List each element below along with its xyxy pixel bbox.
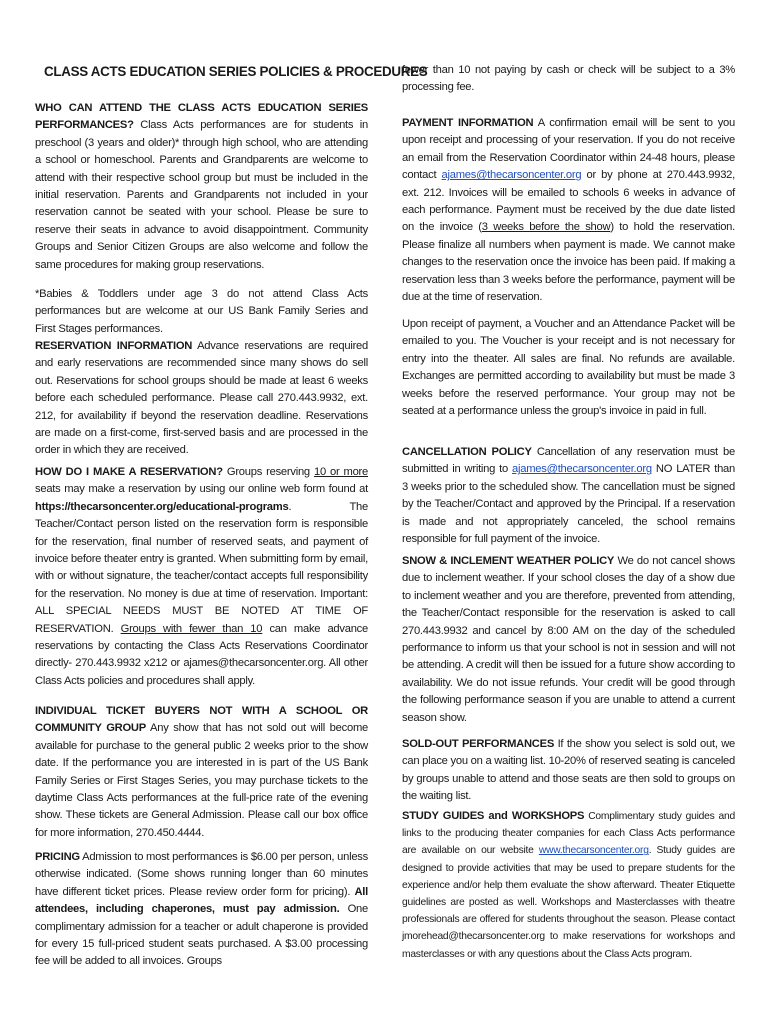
cancellation-email-link[interactable]: ajames@thecarsoncenter.org (512, 463, 652, 476)
who-can-attend-text: Class Acts performances are for students in preschool (3 years and older)* through high school, who are attending a school or homeschool. Parents and Grandparents are welcome to attend with their respective school group but must be included in the initial reservation. Parents and Grandparents not included in your reservation cannot be seated with your school. Please be sure to reserve their seats in advance to avoid disappointment. Community Groups and Senior Citizen Groups are also welcome and follow the same procedures for making group reservations. (35, 119, 368, 271)
individual-buyers-text: Any show that has not sold out will become available for purchase to the general public 2 weeks prior to the show date. If the performance you are interested in is part of the US Bank Family Series or First Stages Series, you may purchase tickets to the daytime Class Acts performances at the full-price rate of the evening show. These tickets are General Admission. Please call our box office for more information, 270.450.4444. (35, 722, 368, 839)
cancellation-policy-section (402, 444, 735, 548)
payment-information-section (402, 115, 735, 306)
reservation-information-section (35, 338, 368, 460)
page-title: CLASS ACTS EDUCATION SERIES POLICIES & PROCEDURES (44, 64, 428, 79)
payment-information-text: or by phone at 270.443.9932, ext. 212. Invoices will be emailed to schools 6 weeks in advance of each performance. Payment must be received by the due date listed on the invoice ( (402, 169, 735, 234)
carson-center-website-link[interactable]: www.thecarsoncenter.org (538, 845, 649, 857)
who-can-attend-heading: WHO CAN ATTEND THE CLASS ACTS EDUCATION SERIES PERFORMANCES? (35, 102, 368, 132)
ten-or-more-text: 10 or more (313, 466, 368, 478)
how-to-reserve-text: . The Teacher/Contact person listed on the reservation form is responsible for the reservation, final number of reserved seats, and payment of invoice before theater entry is granted. When submitting form by email, with or without signature, the teacher/contact accepts full responsibility for the reservation. No money is due at time of reservation. Important: ALL SPECIAL NEEDS MUST BE NOTED AT TIME OF RESERVATION. (35, 500, 368, 635)
snow-weather-text: We do not cancel shows due to inclement weather. If your school closes the day of a show due to inclement weather and you are therefore, prevented from attending, the Teacher/Contact responsible for the reservation is asked to call 270.443.9932 and cancel by 8:00 AM on the day of the scheduled performance to inform us that your school is not in session and will not be attending. A credit will then be issued for a future show according to availability. We do not issue refunds. Your credit will be good through the following performance season if you are unable to attend a current season show. (402, 555, 735, 724)
pricing-heading: PRICING (35, 851, 80, 863)
sold-out-heading: SOLD-OUT PERFORMANCES (402, 738, 555, 750)
study-guides-text: Complimentary study guides and links to the producing theater companies for each Class Acts performance are available on our website (402, 811, 735, 857)
pricing-text: One complimentary admission for a teacher or adult chaperone is provided for every 15 full-priced student seats purchased. A $3.00 processing fee will be added to all invoices. Groups (35, 903, 368, 968)
pricing-text: Admission to most performances is $6.00 per person, unless otherwise indicated. (Some shows running longer than 60 minutes have different ticket prices. Please review order form for pricing). (35, 851, 368, 898)
snow-weather-section (402, 553, 735, 727)
who-can-attend-section (35, 100, 368, 274)
reservation-information-heading: RESERVATION INFORMATION (35, 340, 193, 352)
cancellation-policy-text: NO LATER than 3 weeks prior to the scheduled show. The cancellation must be signed by the Teacher/Contact and approved by the Principal. If a reservation is made and not appropriately canceled, the school remains responsible for full payment of the invoice. (402, 463, 735, 546)
how-to-reserve-heading: HOW DO I MAKE A RESERVATION? (35, 466, 223, 478)
reservation-email-link[interactable]: ajames@thecarsoncenter.org (441, 169, 582, 182)
study-guides-text: . Study guides are designed to provide activities that may be used to prepare students for the experience and/or help them evaluate the show afterward. Theater Etiquette guidelines are posted as well. Workshops and Masterclasses with theatre professionals are offered for students throughout the season. Please contact jmorehead@thecarsoncenter.org to make reservations for workshops and masterclasses or with any questions about the Class Acts program. (402, 845, 735, 960)
reservation-information-text: Advance reservations are required and early reservations are recommended since many shows do sell out. Reservations for school groups should be made at least 6 weeks before each scheduled performance. Please call 270.443.9932, ext. 212, for availability if beyond the reservation deadline. Reservations are made on a first-come, first-served basis and are processed in the order in which they are received. (35, 340, 368, 457)
babies-toddlers-note: *Babies & Toddlers under age 3 do not attend Class Acts performances but are welcome at our US Bank Family Series and First Stages performances. (35, 288, 368, 335)
snow-weather-heading: SNOW & INCLEMENT WEATHER POLICY (402, 555, 615, 567)
all-attendees-pay-text: All attendees, including chaperones, must pay admission. (35, 885, 368, 916)
how-to-reserve-text: Groups reserving (222, 466, 314, 478)
educational-programs-url[interactable]: https://thecarsoncenter.org/educational-programs (35, 500, 289, 513)
study-guides-section (402, 808, 735, 963)
how-to-reserve-section (35, 464, 368, 690)
sold-out-section (402, 736, 735, 806)
voucher-paragraph: Upon receipt of payment, a Voucher and an Attendance Packet will be emailed to you. The Voucher is your receipt and is not necessary for entry into the theater. All sales are final. No refunds are available. Exchanges are permitted according to availability but must be made 3 weeks before the reserved performance. Your group may not be seated at a performance unless the group's invoice in paid in full. (402, 318, 735, 418)
cancellation-policy-heading: CANCELLATION POLICY (402, 446, 532, 458)
payment-information-text: A confirmation email will be sent to you upon receipt and processing of your reservation. If you do not receive an email from the Reservation Coordinator within 24-48 hours, please contact (402, 117, 735, 182)
cancellation-policy-text: Cancellation of any reservation must be submitted in writing to (402, 446, 735, 476)
payment-information-text: ) to hold the reservation. Please finalize all numbers when payment is made. We cannot make changes to the reservation once the invoice has been paid. If making a reservation less than 3 weeks before the performance, payment will be due at the time of reservation. (402, 221, 735, 304)
pricing-section (35, 849, 368, 971)
individual-buyers-heading: INDIVIDUAL TICKET BUYERS NOT WITH A SCHOOL OR COMMUNITY GROUP (35, 705, 368, 735)
three-weeks-before-text: 3 weeks before the show (481, 221, 611, 234)
pricing-continued-text: fewer than 10 not paying by cash or check will be subject to a 3% processing fee. (402, 64, 735, 94)
study-guides-heading: STUDY GUIDES and WORKSHOPS (402, 810, 585, 822)
sold-out-text: If the show you select is sold out, we can place you on a waiting list. 10-20% of reserved seating is canceled by groups unable to attend and those seats are then sold to groups on the waiting list. (402, 738, 736, 803)
individual-buyers-section (35, 703, 368, 842)
fewer-than-ten-text: Groups with fewer than 10 (120, 622, 263, 635)
how-to-reserve-text: can make advance reservations by contacting the Class Acts Reservations Coordinator directly- 270.443.9932 x212 or ajames@thecarsoncenter.org. All other Class Acts policies and procedures shall apply. (35, 622, 368, 687)
how-to-reserve-text: seats may make a reservation by using our online web form found at (35, 483, 368, 496)
payment-information-heading: PAYMENT INFORMATION (402, 117, 534, 129)
